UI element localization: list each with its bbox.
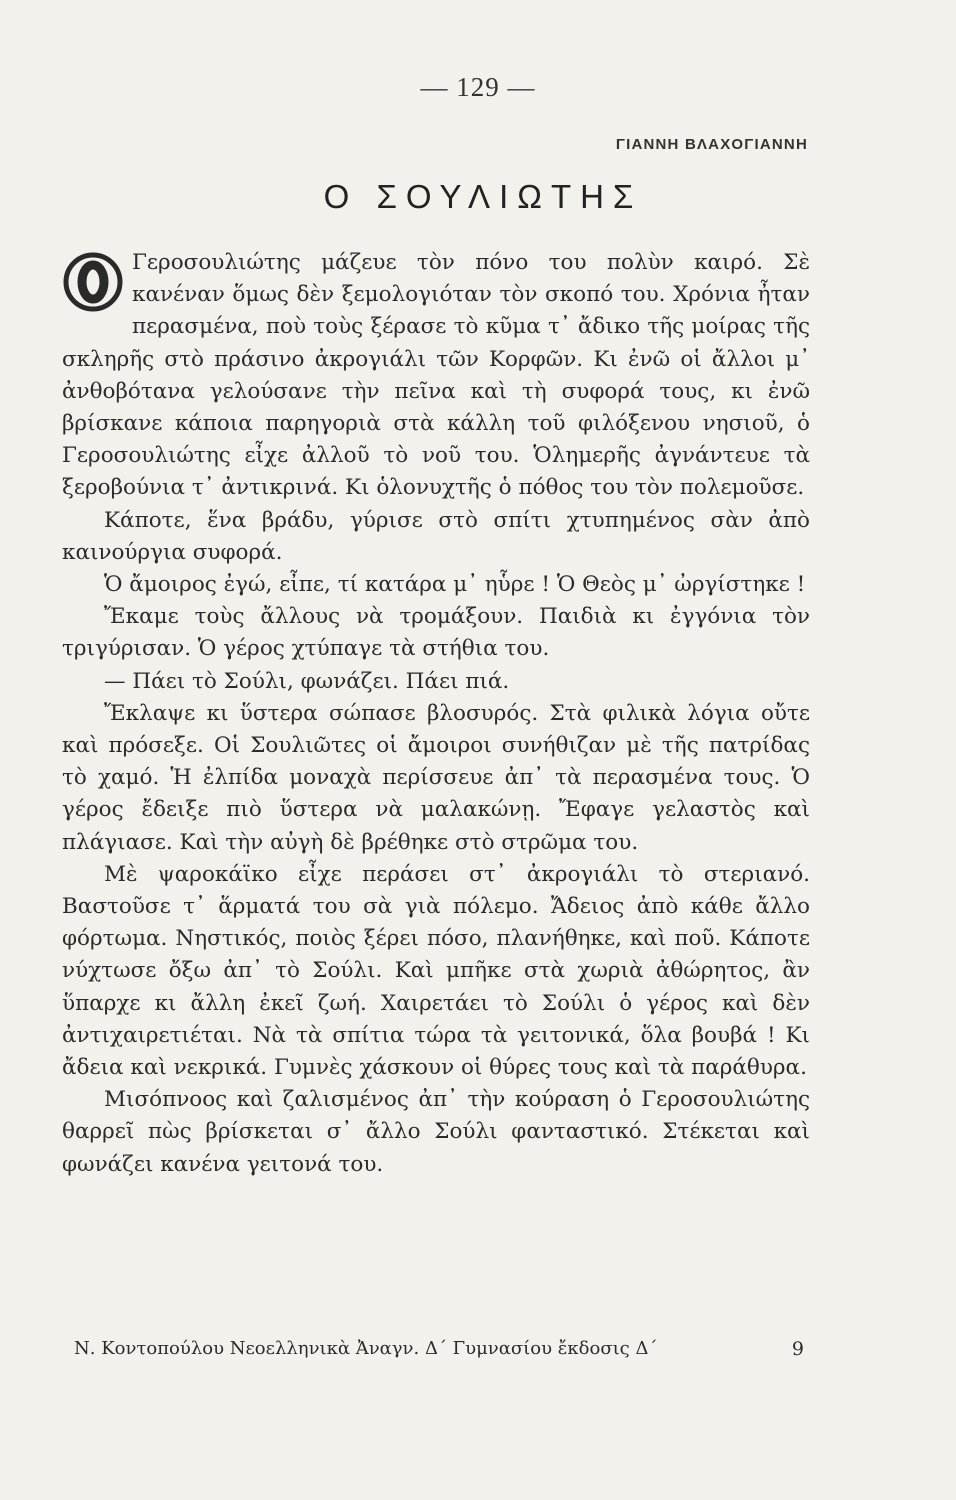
paragraph-4: Ἔκαμε τοὺς ἄλλους νὰ τρομάξουν. Παιδιὰ κι ἐγγόνια τὸν τριγύρισαν. Ὁ γέρος χτύπαγε τὰ στήθια του. [62,604,810,662]
paragraph-1 [62,247,810,505]
drop-cap-omicron-icon [63,252,123,312]
paragraph-2: Κάποτε, ἕνα βράδυ, γύρισε στὸ σπίτι χτυπημένος σὰν ἀπὸ καινούργια συφορά. [62,507,810,565]
signature-number: 9 [791,1338,804,1360]
story-title: Ο ΣΟΥΛΙΩΤΗΣ [323,178,643,215]
drop-cap [62,251,124,313]
author-name: ΓΙΑΝΝΗ ΒΛΑΧΟΓΙΑΝΝΗ [615,136,808,153]
paragraph-8: Μισόπνοος καὶ ζαλισμένος ἀπ᾿ τὴν κούραση ὁ Γεροσουλιώτης θαρρεῖ πὼς βρίσκεται σ᾿ ἄλλο Σούλι φανταστικό. Στέκεται καὶ φωνάζει κανένα γειτονά του. [62,1087,810,1177]
paragraph-7: Μὲ ψαροκάϊκο εἶχε περάσει στ᾿ ἀκρογιάλι τὸ στεριανό. Βαστοῦσε τ᾿ ἅρματά του σὰ γιὰ πόλεμο. Ἄδειος ἀπὸ κάθε ἄλλο φόρτωμα. Νηστικός, ποιὸς ξέρει πόσο, πλανήθηκε, καὶ ποῦ. Κάποτε νύχτωσε ὄξω ἀπ᾿ τὸ Σούλι. Καὶ μπῆκε στὰ χωριὰ ἀθώρητος, ἂν ὕπαρχε κι ἄλλη ἐκεῖ ζωή. Χαιρετάει τὸ Σούλι ὁ γέρος καὶ δὲν ἀντιχαιρετιέται. Νὰ τὰ σπίτια τώρα τὰ γειτονικά, ὅλα βουβά ! Κι ἄδεια καὶ νεκρικά. Γυμνὲς χάσκουν οἱ θύρες τους καὶ τὰ παράθυρα. [62,861,810,1081]
page-number: — 129 — [420,72,536,102]
page-footer [74,1338,804,1360]
paragraph-1-text: Γεροσουλιώτης μάζευε τὸν πόνο του πολὺν καιρό. Σὲ κανέναν ὅμως δὲν ξεμολογιόταν τὸν σκοπό του. Χρόνια ἦταν περασμένα, ποὺ τοὺς ξέρασε τὸ κῦμα τ᾿ ἄδικο τῆς μοίρας τῆς σκληρῆς στὸ πράσινο ἀκρογιάλι τῶν Κορφῶν. Κι ἐνῶ οἱ ἄλλοι μ᾿ ἀνθοβότανα γελούσανε τὴν πεῖνα καὶ τὴ συφορά τους, κι ἐνῶ βρίσκανε κάποια παρηγοριὰ στὰ κάλλη τοῦ φιλόξενου νησιοῦ, ὁ Γεροσουλιώτης εἶχε ἀλλοῦ τὸ νοῦ του. Ὁλημερῆς ἀγνάντευε τὰ ξεροβούνια τ᾿ ἀντικρινά. Κι ὁλονυχτῆς ὁ πόθος του τὸν πολεμοῦσε. [62,250,810,501]
story-text [62,247,810,1181]
paragraph-5: — Πάει τὸ Σούλι, φωνάζει. Πάει πιά. [104,668,510,694]
paragraph-3: Ὁ ἄμοιρος ἐγώ, εἶπε, τί κατάρα μ᾿ ηὗρε ! Ὁ Θεὸς μ᾿ ὠργίστηκε ! [104,572,806,598]
publication-info: Ν. Κοντοπούλου Νεοελληνικὰ Ἀναγν. Δ΄ Γυμνασίου ἔκδοσις Δ΄ [74,1338,658,1359]
paragraph-6: Ἔκλαψε κι ὕστερα σώπασε βλοσυρός. Στὰ φιλικὰ λόγια οὔτε καὶ πρόσεξε. Οἱ Σουλιῶτες οἱ ἄμοιροι συνήθιζαν μὲ τῆς πατρίδας τὸ χαμό. Ἡ ἐλπίδα μοναχὰ περίσσευε ἀπ᾿ τὰ περασμένα τους. Ὁ γέρος ἔδειξε πιὸ ὕστερα νὰ μαλακώνῃ. Ἔφαγε γελαστὸς καὶ πλάγιασε. Καὶ τὴν αὐγὴ δὲ βρέθηκε στὸ στρῶμα του. [62,700,810,855]
